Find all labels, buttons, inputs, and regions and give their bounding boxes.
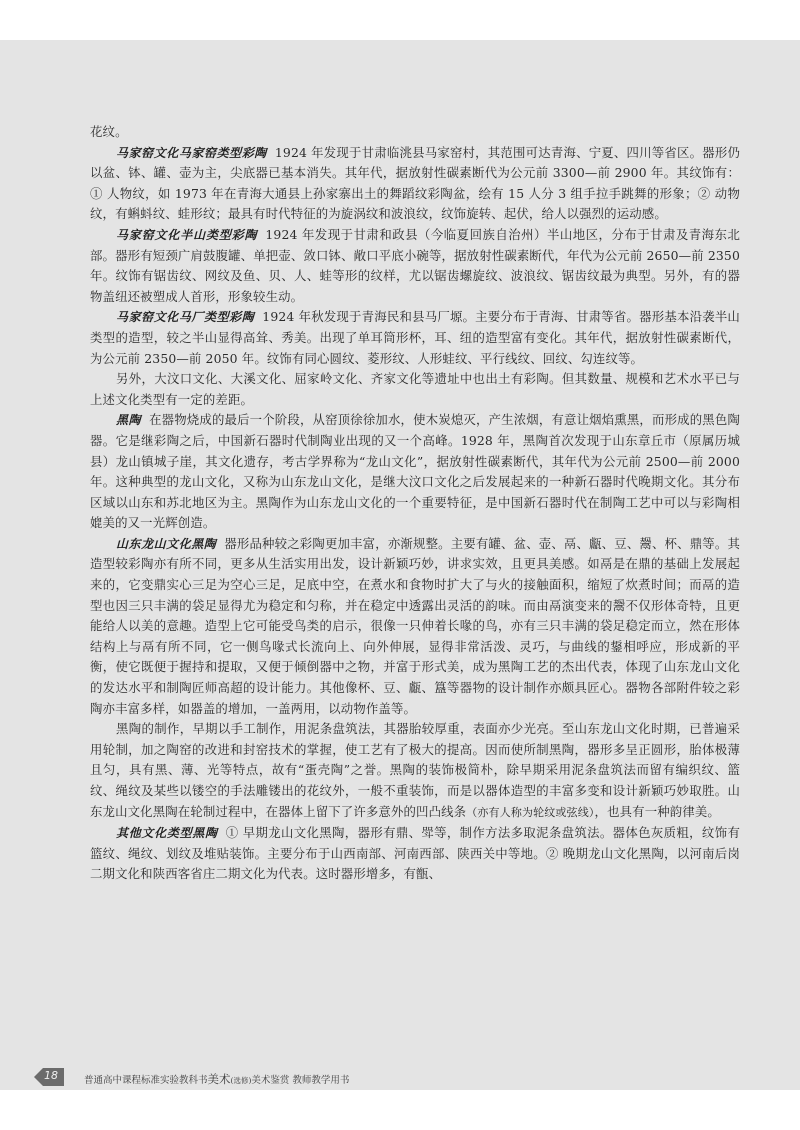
- paragraph-text-tail: ，也具有一种韵律美。: [594, 803, 720, 819]
- paragraph-continuation: [90, 122, 740, 143]
- paragraph-text: 1924 年发现于甘肃和政县（今临夏回族自治州）半山地区，分布于甘肃及青海东北部。器形有短颈广肩鼓腹罐、单把壶、敛口钵、敞口平底小碗等，据放射性碳素断代，年代为公元前 2650—前 2350 年。纹饰有锯齿纹、网纹及鱼、贝、人、蛙等形的纹样，尤以锯齿螺旋纹、波浪纹、锯齿纹最为典型。另外，有的器物盖纽还被塑成人首形，形象较生动。: [90, 226, 740, 304]
- paragraph-text: 在器物烧成的最后一个阶段，从窑顶徐徐加水，使木炭熄灭，产生浓烟，有意让烟焰熏黑，而形成的黑色陶器。它是继彩陶之后，中国新石器时代制陶业出现的又一个高峰。1928 年，黑陶首次发现于山东章丘市（原属历城县）龙山镇城子崖，其文化遗存，考古学界称为“龙山文化”，据放射性碳素断代，其年代为公元前 2500—前 2000 年。这种典型的龙山文化，又称为山东龙山文化，是继大汶口文化之后发展起来的一种新石器时代晚期文化。其分布区域以山东和苏北地区为主。黑陶作为山东龙山文化的一个重要特征，是中国新石器时代在制陶工艺中可以与彩陶相媲美的又一光辉创造。: [90, 412, 740, 531]
- paragraph-banshan: [90, 225, 740, 307]
- paragraph-black-pottery: [90, 410, 740, 534]
- inline-note: （亦有人称为轮纹或弦线）: [466, 805, 595, 819]
- paragraph-machang: [90, 307, 740, 369]
- paragraph-text: ① 早期龙山文化黑陶，器形有鼎、斝等，制作方法多取泥条盘筑法。器体色灰质粗，纹饰有篮纹、绳纹、划纹及堆贴装饰。主要分布于山西南部、河南西部、陕西关中等地。② 晚期龙山文化黑陶，以河南后岗二期文化和陕西客省庄二期文化为代表。这时器形增多，有甑、: [90, 825, 740, 882]
- paragraph-text: 花纹。: [90, 124, 128, 139]
- section-heading: 马家窑文化马家窑类型彩陶: [116, 145, 267, 160]
- paragraph-text: 1924 年秋发现于青海民和县马厂塬。主要分布于青海、甘肃等省。器形基本沿袭半山类型的造型，较之半山显得高耸、秀美。出现了单耳筒形杯，耳、纽的造型富有变化。其年代，据放射性碳素断代，为公元前 2350—前 2050 年。纹饰有同心圆纹、菱形纹、人形蛙纹、平行线纹、回纹、勾连纹等。: [90, 309, 740, 366]
- book-title-series: 普通高中课程标准实验教科书: [84, 1075, 208, 1086]
- paragraph-text: 1924 年发现于甘肃临洮县马家窑村，其范围可达青海、宁夏、四川等省区。器形仍以盆、钵、罐、壶为主，尖底器已基本消失。其年代，据放射性碳素断代为公元前 3300—前 2900 年。其纹饰有：① 人物纹，如 1973 年在青海大通县上孙家寨出土的舞蹈纹彩陶盆，绘有 15 人分 3 组手拉手跳舞的形象；② 动物纹，有蝌蚪纹、蛙形纹；最具有时代特征的为旋涡纹和波浪纹，纹饰旋转、起伏，给人以强烈的运动感。: [90, 144, 740, 222]
- paragraph-text: 另外，大汶口文化、大溪文化、屈家岭文化、齐家文化等遗址中也出土有彩陶。但其数量、规模和艺术水平已与上述文化类型有一定的差距。: [90, 371, 740, 407]
- paragraph-other-cultures: [90, 369, 740, 410]
- book-title-subject: 美术: [207, 1072, 231, 1086]
- paragraph-black-pottery-making: [90, 719, 740, 823]
- document-page: [0, 40, 800, 1090]
- section-heading: 马家窑文化半山类型彩陶: [116, 227, 258, 242]
- page-number: 18: [44, 1069, 58, 1082]
- book-title-elective: (选修): [230, 1076, 252, 1085]
- section-heading: 黑陶: [116, 413, 142, 428]
- paragraph-shandong-longshan: [90, 534, 740, 719]
- page-footer: [34, 1068, 754, 1092]
- section-heading: 山东龙山文化黑陶: [116, 536, 217, 551]
- book-title: [84, 1071, 349, 1087]
- paragraph-text: 黑陶的制作，早期以手工制作，用泥条盘筑法，其器胎较厚重，表面亦少光亮。至山东龙山文化时期，已普遍采用轮制，加之陶窑的改进和封窑技术的掌握，使工艺有了极大的提高。因而使所制黑陶，器形多呈正圆形，胎体极薄且匀，具有黑、薄、光等特点，故有“蛋壳陶”之誉。黑陶的装饰极简朴，除早期采用泥条盘筑法而留有编织纹、篮纹、绳纹及某些以镂空的手法雕镂出的花纹外，一般不重装饰，而是以器体造型的丰富多变和设计新颖巧妙取胜。山东龙山文化黑陶在轮制过程中，在器体上留下了许多意外的凹凸线条: [90, 721, 740, 819]
- section-heading: 马家窑文化马厂类型彩陶: [116, 310, 255, 325]
- paragraph-other-black-pottery: [90, 823, 740, 885]
- body-text: [90, 122, 740, 885]
- paragraph-majiayao: [90, 143, 740, 225]
- section-heading: 其他文化类型黑陶: [116, 826, 218, 841]
- book-title-name: 美术鉴赏 教师教学用书: [251, 1075, 350, 1086]
- paragraph-text: 器形品种较之彩陶更加丰富，亦渐规整。主要有罐、盆、壶、鬲、甗、豆、鬶、杯、鼎等。其造型较彩陶亦有所不同，更多从生活实用出发，设计新颖巧妙，讲求实效，且更具美感。如鬲是在鼎的基础上发展起来的，它变鼎实心三足为空心三足，足底中空，在煮水和食物时扩大了与火的接触面积，缩短了炊煮时间；而鬲的造型也因三只丰满的袋足显得尤为稳定和匀称，并在稳定中透露出灵活的韵味。而由鬲演变来的鬶不仅形体奇特，且更能给人以美的意趣。造型上它可能受鸟类的启示，很像一只伸着长喙的鸟，亦有三只丰满的袋足稳定而立，然在形体结构上与鬲有所不同，它一侧鸟喙式长流向上、向外伸展，显得非常活泼、灵巧，与曲线的鋬相呼应，形成新的平衡，使它既便于握持和提取，又便于倾倒器中之物，并富于形式美，成为黑陶工艺的杰出代表，体现了山东龙山文化的发达水平和制陶匠师高超的设计能力。其他像杯、豆、甗、簋等器物的设计制作亦颇具匠心。器物各部附件较之彩陶亦丰富多样，如器盖的增加，一盖两用，以动物作盖等。: [90, 535, 740, 716]
